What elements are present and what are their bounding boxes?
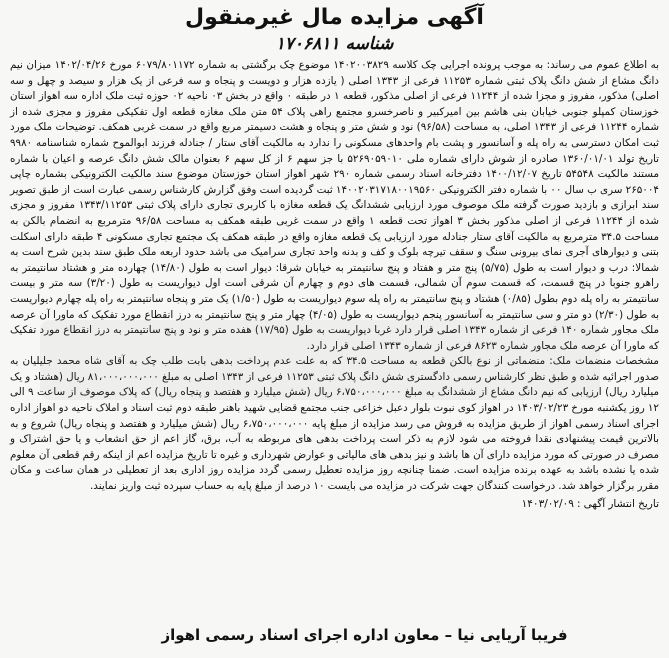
notice-title: آگهی مزایده مال غیرمنقول <box>185 5 484 30</box>
notice-body <box>10 58 659 512</box>
publish-date: تاریخ انتشار آگهی : ۱۴۰۳/۰۲/۰۹ <box>521 497 659 510</box>
notice-reference-id: شناسه ۱۷۰۶۸۱۱ <box>275 34 394 54</box>
notice-paragraph-property: به اطلاع عموم می رساند: به موجب پرونده اجرایی چک کلاسه ۱۴۰۲۰۰۳۸۲۹ موضوع چک برگشتی به شماره ۶۰۷۹/۸۰۱۱۷۲ مورخ ۱۴۰۲/۰۴/۲۶ میزان نیم دانگ مشاع از شش دانگ پلاک ثبتی شماره ۱۱۲۵۳ فرعی از ۱۳۴۳ اصلی ( یازده هزار و دویست و پنجاه و سه فرعی از یک هزار و سیصد و چهل و سه اصلی) مذکور، مفروز و مجزا شده از ۱۱۲۴۴ فرعی از اصلی مذکور، قطعه ۱ در طبقه ۰ واقع در بخش ۰۳ ناحیه ۰۲ حوزه ثبت ملک اداره سه اهواز استان خوزستان کمپلو جنوبی خیابان بنی هاشم بین امیرکبیر و ناصرخسرو مجتمع راهی پلاک ۵۴ متن ملک مغازه قطعه اول تفکیکی مفروز و مجزی شده از شماره ۱۱۲۴۴ فرعی از ۱۳۴۳ اصلی، به مساحت (۹۶/۵۸) نود و شش متر و پنجاه و هشت دسیمتر مربع واقع در سمت غربی همکف. توضیحات ملک مورد ثبت امکان دسترسی به راه پله و آسانسور و پشت بام واحدهای مسکونی را ندارد به مالکیت آقای ستار / جنادله فرزند ابوالموح شماره شناسنامه ۹۹۸۰ تاریخ تولد ۱۳۶۰/۰۱/۰۱ صادره از شوش دارای شماره ملی ۵۲۶۹۰۵۹۰۱۰ با جز سهم ۶ از کل سهم ۶ بعنوان مالک شش دانگ عرصه و اعیان با شماره مستند مالکیت ۵۴۵۴۸ تاریخ ۱۴۰۰/۱۲/۰۷ دفترخانه اسناد رسمی شماره ۲۹۰ شهر اهواز استان خوزستان موضوع سند مالکیت الکترونیکی بشماره چاپی ۲۶۵۰۰۴ سری ب سال ۰۰ با شماره دفتر الکترونیکی ۱۴۰۰۲۰۳۱۷۱۸۰۰۱۹۵۶۰ ثبت گردیده است وفق گزارش کارشناس رسمی عبارت است از طبق تصویر سند ابرازی و بازدید صورت گرفته ملک موصوف مورد ارزیابی ششدانگ یک قطعه مغازه با کاربری تجاری دارای پلاک ثبتی ۱۳۴۳/۱۱۲۵۳ مفروز و مجزی شده از ۱۱۲۴۴ فرعی از اصلی مذکور بخش ۳ اهواز تحت قطعه ۱ واقع در سمت غربی طبقه همکف به مساحت ۹۶/۵۸ مترمربع به انضمام بالکن به مساحت ۳۴.۵ مترمربع به مالکیت آقای ستار جنادله مورد ارزیابی یک قطعه مغازه واقع در طبقه همکف یک مجتمع تجاری مسکونی ۴ طبقه دارای اسکلت بتنی و دیوارهای آجری نمای بیرونی سنگ و سقف تیرچه بلوک و کف و بدنه واحد تجاری سرامیک می باشد حدود اربعه ملک طبق سند بدین شرح است به شمالا: درب و دیوار است به طول (۵/۷۵) پنج متر و هفتاد و پنج سانتیمتر به خیابان شرقا: دیوار است به طول (۱۴/۸۰) چهارده متر و هشتاد سانتیمتر به راهرو جنوبا در پنج قسمت، که قسمت سوم آن شمالی، قسمت های دوم و چهارم آن شرقی است اول دیواریست به طول (۳/۲۰) سه متر و بیست سانتیمتر به راه پله دوم بطول (۰/۸۵) هشتاد و پنج سانتیمتر به راه پله سوم دیواریست به طول (۱/۵۰) یک متر و پنجاه سانتیمتر به راه پله چهارم دیواریست به طول (۲/۳۰) دو متر و سی سانتیمتر به آسانسور پنجم دیواریست به طول (۴/۰۵) چهار متر و پنج سانتیمتر به درز انقطاع مورد تفکیک که ماورا آن عرصه ملک مجاور شماره ۱۴۰ فرعی از شماره ۱۳۴۳ اصلی قرار دارد غربا دیواریست به طول (۱۷/۹۵) هفده متر و نود و پنج سانتیمتر به درز انقطاع مورد تفکیک که ماورا آن عرصه ملک مجاور شماره ۸۶۲۳ فرعی از شماره ۱۳۴۳ اصلی قرار دارد. <box>10 59 660 352</box>
notice-paragraph-auction-terms: مشخصات منضمات ملک: منضماتی از نوع بالکن قطعه به مساحت ۳۴.۵ که به علت عدم پرداخت بدهی بابت طلب چک به آقای شاه محمد جلیلیان به صدور اجرائیه شده و طبق نظر کارشناس رسمی دادگستری شش دانگ پلاک ثبتی ۱۱۲۵۳ فرعی از ۱۳۴۳ اصلی به مبلغ ۸۱،۰۰۰،۰۰۰،۰۰۰ ریال (هشتاد و یک میلیارد ریال) ارزیابی که نیم دانگ مشاع از ششدانگ به مبلغ ۶،۷۵۰،۰۰۰،۰۰۰ ریال (شش میلیارد و هفتصد و پنجاه ریال) که پلاک موصوف از ساعت ۹ الی ۱۲ روز یکشنبه مورخ ۱۴۰۳/۰۲/۲۳ در اهواز کوی نبوت بلوار دعبل خزاعی جنب مجتمع قضایی شهید باهنر طبقه دوم ثبت اسناد و املاک ناحیه دو اهواز اداره اجرای اسناد رسمی اهواز از طریق مزایده به فروش می رسد مزایده از مبلغ پایه ۶،۷۵۰،۰۰۰،۰۰۰ ریال (شش میلیارد و هفتصد و پنجاه ریال) شروع و به بالاترین قیمت پیشنهادی نقدا فروخته می شود لازم به ذکر است پرداخت بدهی های مربوطه به آب، برق، گاز اعم از حق انشعاب و یا حق اشتراک و مصرف در صورتی که مورد مزایده دارای آن ها باشد و نیز بدهی های مالیاتی و عوارض شهرداری و غیره تا تاریخ مزایده اعم از اینکه رقم قطعی آن معلوم شده یا نشده باشد به عهده برنده مزایده است. ضمنا چنانچه روز مزایده تعطیل رسمی گردد مزایده روز اداری بعد از تعطیلی در همان ساعت و مکان مقرر برگزار خواهد شد. درخواست کنندگان جهت شرکت در مزایده می بایست ۱۰ درصد از مبلغ پایه به حساب سپرده ثبت واریز نمایند. <box>10 355 660 493</box>
signature-line: فریبا آریایی نیا – معاون اداره اجرای اسناد رسمی اهواز <box>161 626 568 644</box>
